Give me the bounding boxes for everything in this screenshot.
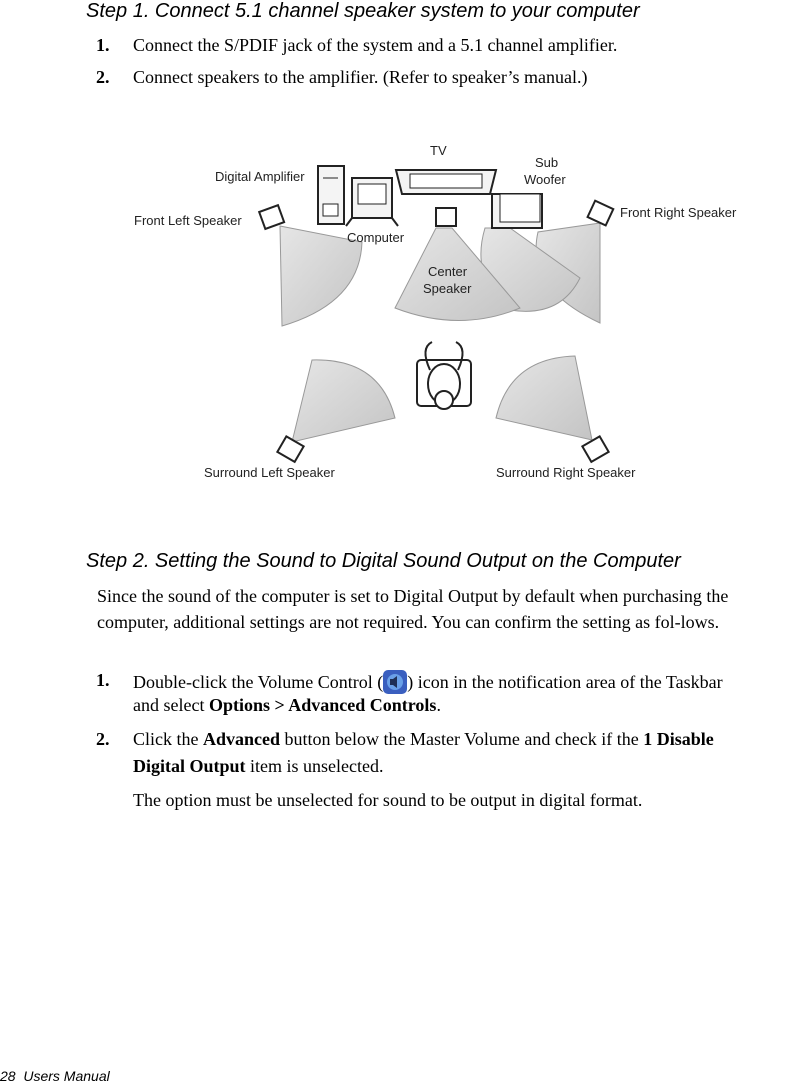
- volume-control-icon: [383, 670, 407, 694]
- surround-right-cone: [496, 356, 592, 440]
- page-footer: [0, 1068, 110, 1084]
- label-center-line2: Speaker: [423, 281, 472, 296]
- label-surround-left: Surround Left Speaker: [204, 465, 335, 480]
- surround-left-cone: [292, 360, 395, 442]
- step2-note: The option must be unselected for sound to be output in digital format.: [133, 790, 643, 810]
- label-surround-right: Surround Right Speaker: [496, 465, 636, 480]
- label-computer: Computer: [347, 230, 405, 245]
- step2-item1-line1: [133, 670, 723, 694]
- tv-icon: [396, 170, 496, 194]
- manual-title: Users Manual: [23, 1068, 110, 1084]
- speaker-setup-diagram: [130, 138, 760, 488]
- step1-item2-number: 2.: [96, 67, 110, 87]
- label-front-right: Front Right Speaker: [620, 205, 737, 220]
- step1-item1-number: 1.: [96, 35, 110, 55]
- front-right-speaker-icon: [588, 201, 614, 226]
- computer-icon: [346, 178, 398, 226]
- step2-intro: Since the sound of the computer is set to Digital Output by default when purchasing the computer, additional settings are not required. You can confirm the setting as fol-lows.: [97, 586, 729, 632]
- step2-item2-pre: Click the: [133, 729, 203, 749]
- label-tv: TV: [430, 143, 447, 158]
- step2-item1-line2-post: .: [436, 695, 441, 715]
- step2-item2-mid: button below the Master Volume and check if the: [280, 729, 644, 749]
- step2-heading: Step 2. Setting the Sound to Digital Sound Output on the Computer: [86, 550, 681, 572]
- step2-item2-advanced: Advanced: [203, 729, 281, 749]
- label-subwoofer-line1: Sub: [535, 155, 559, 170]
- center-speaker-icon: [436, 208, 456, 226]
- step2-item1-post: ) icon in the notification area of the Taskbar: [407, 672, 723, 692]
- step1-item1-text: Connect the S/PDIF jack of the system and a 5.1 channel amplifier.: [133, 35, 618, 55]
- step2-item2-line2-post: item is unselected.: [245, 756, 384, 776]
- label-digital-amplifier: Digital Amplifier: [215, 169, 305, 184]
- subwoofer-icon: [492, 194, 542, 228]
- label-front-left: Front Left Speaker: [134, 213, 242, 228]
- label-center-line1: Center: [428, 264, 468, 279]
- step2-item1-pre: Double-click the Volume Control (: [133, 672, 384, 692]
- step2-item2-line1: [133, 729, 714, 750]
- step2-item1-menu-path: Options > Advanced Controls: [208, 695, 437, 715]
- surround-right-speaker-icon: [582, 436, 608, 462]
- step2-item1-line2-pre: and select: [133, 695, 209, 715]
- step2-item2-digital-output: Digital Output: [133, 756, 246, 776]
- step2-item1-line2: [133, 695, 441, 716]
- step2-item1-number: 1.: [96, 670, 110, 690]
- digital-amplifier-icon: [318, 166, 344, 224]
- step1-item2-text: Connect speakers to the amplifier. (Refer to speaker’s manual.): [133, 67, 588, 87]
- page-number: 28: [0, 1068, 16, 1084]
- step1-heading: Step 1. Connect 5.1 channel speaker system to your computer: [86, 0, 640, 22]
- label-subwoofer-line2: Woofer: [524, 172, 566, 187]
- front-left-speaker-icon: [259, 205, 284, 229]
- step2-item2-number: 2.: [96, 729, 110, 749]
- step2-item2-disable: 1 Disable: [643, 729, 714, 749]
- listener-icon: [417, 342, 471, 409]
- step2-item2-line2: [133, 756, 384, 777]
